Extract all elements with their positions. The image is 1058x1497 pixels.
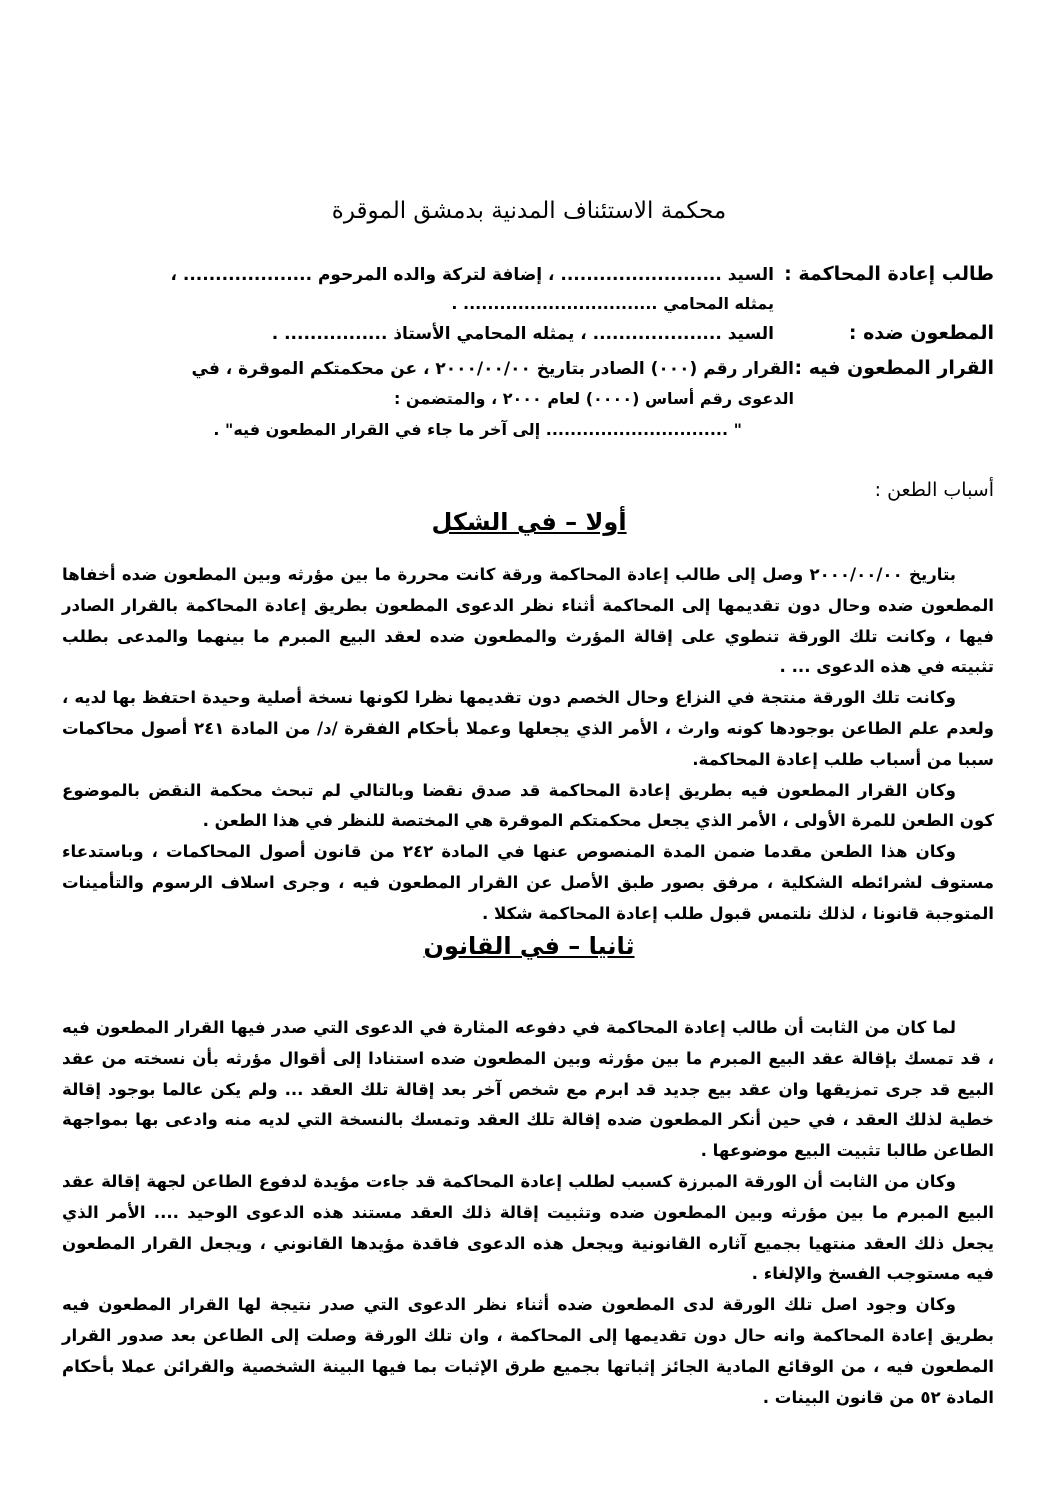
respondent-label: المطعون ضده : [848,322,994,344]
section2-paragraph: وكان من الثابت أن الورقة المبرزة كسبب لطلب إعادة المحاكمة قد جاءت مؤيدة لدفوع الطاعن لجهة إقالة عقد البيع المبرم ما بين مؤرثه وبين المطعون ضده وتثبيت إقالة ذلك العقد مستند هذه الدعوى الوحيد .... الأمر الذي يجعل ذلك العقد منتهيا بجميع آثاره القانونية ويجعل هذه الدعوى فاقدة مؤيدها القانوني ، ويجعل القرار المطعون فيه مستوجب الفسخ والإلغاء . [62,1171,994,1284]
decision-label: القرار المطعون فيه : [794,357,994,379]
decision-line3: " .............................. إلى آخر ما جاء في القرار المطعون فيه" . [213,420,742,439]
applicant-row [64,262,994,287]
section2-paragraph: وكان وجود اصل تلك الورقة لدى المطعون ضده أثناء نظر الدعوى التي صدر نتيجة لها القرار المطعون فيه بطريق إعادة المحاكمة وانه حال دون تقديمها إلى المحاكمة ، وان تلك الورقة وصلت إلى الطاعن بعد صدور القرار المطعون فيه ، من الوقائع المادية الجائز إثباتها بجميع طرق الإثبات بما فيها البينة الشخصية والقرائن عملا بأحكام المادة ٥٢ من قانون البينات . [62,1295,994,1407]
page-title: محكمة الاستئناف المدنية بدمشق الموقرة [331,198,727,224]
section1-body [62,560,994,930]
section2-body [62,1013,994,1413]
decision-line2: الدعوى رقم أساس (٠٠٠٠) لعام ٢٠٠٠ ، والمتضمن : [393,389,794,408]
applicant-value: السيد ......................... ، إضافة لتركة والده المرحوم .................... ، [170,265,774,285]
section1-paragraph: بتاريخ ٢٠٠٠/٠٠/٠٠ وصل إلى طالب إعادة المحاكمة ورقة كانت محررة ما بين مؤرثه وبين المطعون ضده أخفاها المطعون ضده وحال دون تقديمها إلى المحاكمة أثناء نظر الدعوى المطعون بطريق إعادة المحاكمة بالقرار الصادر فيها ، وكانت تلك الورقة تنطوي على إقالة المؤرث والمطعون ضده لعقد البيع المبرم ما بينهما والمدعى بطلب تثبيته في هذه الدعوى ... . [62,565,994,677]
decision-value: القرار رقم (٠٠٠) الصادر بتاريخ ٢٠٠٠/٠٠/٠٠ ، عن محكمتكم الموقرة ، في [191,359,794,379]
applicant-lawyer: يمثله المحامي ................................ . [451,294,774,313]
section1-paragraph: وكان القرار المطعون فيه بطريق إعادة المحاكمة قد صدق نقضا وبالتالي لم تبحث محكمة النقض بالموضوع كون الطعن للمرة الأولى ، الأمر الذي يجعل محكمتكم الموقرة هي المختصة للنظر في هذا الطعن . [62,780,994,831]
section2-heading: ثانيا – في القانون [423,932,635,960]
section1-heading: أولا – في الشكل [431,508,627,536]
respondent-row [64,321,994,346]
respondent-value: السيد .................... ، يمثله المحامي الأستاذ ................ . [271,324,774,344]
section1-paragraph: وكانت تلك الورقة منتجة في النزاع وحال الخصم دون تقديمها نظرا لكونها نسخة أصلية وحيدة احتفظ بها لديه ، ولعدم علم الطاعن بوجودها كونه وارث ، الأمر الذي يجعلها وعملا بأحكام الفقرة /د/ من المادة ٢٤١ أصول محاكمات سببا من أسباب طلب إعادة المحاكمة. [62,688,994,769]
reasons-heading: أسباب الطعن : [874,479,994,501]
section2-paragraph: لما كان من الثابت أن طالب إعادة المحاكمة في دفوعه المثارة في الدعوى التي صدر فيها القرار المطعون فيه ، قد تمسك بإقالة عقد البيع المبرم ما بين مؤرثه وبين المطعون ضده استنادا إلى أقوال مؤرثه بأن نسخته من عقد البيع قد جرى تمزيقها وان عقد بيع جديد قد ابرم مع شخص آخر بعد إقالة تلك العقد ... ولم يكن عالما بوجود إقالة خطية لذلك العقد ، في حين أنكر المطعون ضده إقالة تلك العقد وتمسك بالنسخة التي لديه منه وادعى بها بمواجهة الطاعن طالبا تثبيت البيع موضوعها . [62,1018,994,1161]
applicant-label: طالب إعادة المحاكمة : [784,263,994,285]
section1-paragraph: وكان هذا الطعن مقدما ضمن المدة المنصوص عنها في المادة ٢٤٢ من قانون أصول المحاكمات ، وباستدعاء مستوف لشرائطه الشكلية ، مرفق بصور طبق الأصل عن القرار المطعون فيه ، وجرى اسلاف الرسوم والتأمينات المتوجبة قانونا ، لذلك نلتمس قبول طلب إعادة المحاكمة شكلا . [62,842,994,923]
decision-row [64,356,994,381]
